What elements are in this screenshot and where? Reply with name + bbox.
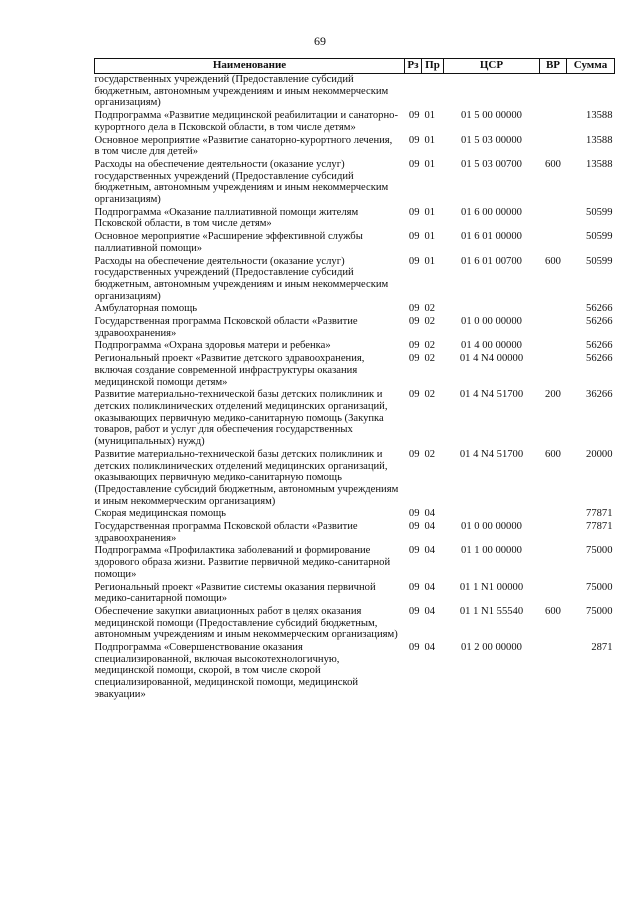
table-row xyxy=(95,449,615,509)
cell-expense-type xyxy=(540,521,567,545)
cell-subsection: 04 xyxy=(424,605,436,617)
cell-section: 09 xyxy=(408,134,420,146)
cell-subsection: 02 xyxy=(424,448,436,460)
header-name: Наименование xyxy=(95,59,405,74)
cell-expense-type: 600 xyxy=(545,255,561,267)
cell-section: 09 xyxy=(408,545,420,557)
cell-target-code: 01 4 00 00000 xyxy=(461,340,522,352)
header-sum: Сумма xyxy=(567,59,615,74)
cell-target-code: 01 1 N1 55540 xyxy=(459,605,524,617)
cell-target-code: 01 6 01 00000 xyxy=(461,231,522,243)
cell-section: 09 xyxy=(408,110,420,122)
table-row xyxy=(95,642,615,702)
cell-name: Скорая медицинская помощь xyxy=(94,508,226,520)
cell-section: 09 xyxy=(408,448,420,460)
cell-name: Обеспечение закупки авиационных работ в целях оказания медицинской помощи (Предоставление субсидий бюджетным, автономным учреждениям и иным некоммерческим организациям) xyxy=(94,605,398,641)
table-row xyxy=(95,582,615,606)
cell-section: 09 xyxy=(408,316,420,328)
table-row xyxy=(95,353,615,389)
cell-section: 09 xyxy=(408,521,420,533)
cell-target-code: 01 5 03 00000 xyxy=(461,134,522,146)
cell-amount: 36266 xyxy=(586,389,613,401)
budget-table xyxy=(94,58,615,702)
cell-section: 09 xyxy=(408,605,420,617)
cell-subsection xyxy=(422,74,444,111)
cell-section: 09 xyxy=(408,353,420,365)
cell-amount: 50599 xyxy=(586,231,613,243)
cell-subsection: 01 xyxy=(424,231,436,243)
cell-expense-type: 600 xyxy=(545,448,561,460)
table-row xyxy=(95,231,615,255)
table-row xyxy=(95,606,615,642)
cell-name: Региональный проект «Развитие системы оказания первичной медико-санитарной помощи» xyxy=(94,581,376,605)
cell-target-code: 01 0 00 00000 xyxy=(461,316,522,328)
cell-amount: 75000 xyxy=(586,545,613,557)
cell-amount: 56266 xyxy=(586,316,613,328)
table-row xyxy=(95,389,615,449)
cell-subsection: 01 xyxy=(424,158,436,170)
cell-name: Подпрограмма «Развитие медицинской реабилитации и санаторно-курортного дела в Псковской области, в том числе детям» xyxy=(94,110,398,133)
cell-section: 09 xyxy=(408,581,420,593)
cell-amount: 56266 xyxy=(586,353,613,365)
header-rz: Рз xyxy=(405,59,422,74)
cell-expense-type xyxy=(540,642,567,702)
cell-subsection: 01 xyxy=(424,206,436,218)
cell-amount: 75000 xyxy=(586,605,613,617)
cell-amount: 13588 xyxy=(586,110,613,122)
cell-name: Расходы на обеспечение деятельности (оказание услуг) государственных учреждений (Предоставление субсидий бюджетным, автономным учреждениям и иным некоммерческим организациям) xyxy=(94,158,389,206)
cell-amount: 56266 xyxy=(586,340,613,352)
cell-section: 09 xyxy=(408,158,420,170)
cell-target-code: 01 1 00 00000 xyxy=(461,545,522,557)
table-row xyxy=(95,316,615,340)
cell-subsection: 01 xyxy=(424,134,436,146)
cell-amount: 13588 xyxy=(586,158,613,170)
cell-expense-type xyxy=(540,110,567,134)
cell-expense-type xyxy=(540,340,567,353)
table-row xyxy=(95,340,615,353)
table-row xyxy=(95,256,615,304)
table-row xyxy=(95,545,615,581)
table-row xyxy=(95,521,615,545)
cell-expense-type xyxy=(540,545,567,581)
cell-amount xyxy=(567,74,615,111)
cell-amount: 50599 xyxy=(586,206,613,218)
table-header-row xyxy=(95,59,615,74)
cell-section: 09 xyxy=(408,642,420,654)
cell-name: Государственная программа Псковской области «Развитие здравоохранения» xyxy=(94,521,358,544)
cell-subsection: 04 xyxy=(424,642,436,654)
table-row xyxy=(95,135,615,159)
cell-section: 09 xyxy=(408,231,420,243)
table-row xyxy=(95,508,615,521)
cell-target-code: 01 1 N1 00000 xyxy=(459,581,524,593)
cell-subsection: 04 xyxy=(424,508,436,520)
cell-section xyxy=(405,74,422,111)
cell-expense-type xyxy=(540,303,567,316)
cell-subsection: 01 xyxy=(424,110,436,122)
cell-target-code: 01 6 00 00000 xyxy=(461,206,522,218)
cell-name: Подпрограмма «Совершенствование оказания специализированной, включая высокотехнологичную, медицинской помощи, скорой, в том числе скорой специализированной, медицинской помощи, медицинской эвакуации» xyxy=(94,642,359,700)
cell-name: Региональный проект «Развитие детского здравоохранения, включая создание современной инфраструктуры оказания медицинской помощи детям» xyxy=(94,353,365,388)
cell-name: Расходы на обеспечение деятельности (оказание услуг) государственных учреждений (Предоставление субсидий бюджетным, автономным учреждениям и иным некоммерческим организациям) xyxy=(94,255,389,302)
table-body xyxy=(95,74,615,702)
cell-target-code xyxy=(444,74,540,111)
cell-name: Подпрограмма «Охрана здоровья матери и ребенка» xyxy=(94,340,331,352)
cell-amount: 2871 xyxy=(591,642,613,654)
table-row xyxy=(95,159,615,207)
header-pr: Пр xyxy=(422,59,444,74)
cell-target-code: 01 4 N4 51700 xyxy=(459,448,524,460)
cell-expense-type: 600 xyxy=(545,158,561,170)
cell-target-code: 01 0 00 00000 xyxy=(461,521,522,533)
cell-expense-type xyxy=(540,353,567,389)
cell-subsection: 02 xyxy=(424,340,436,352)
cell-expense-type xyxy=(540,508,567,521)
cell-expense-type xyxy=(540,231,567,255)
cell-name: Основное мероприятие «Расширение эффективной службы паллиативной помощи» xyxy=(94,231,363,254)
cell-amount: 77871 xyxy=(586,521,613,533)
cell-expense-type xyxy=(540,207,567,231)
cell-expense-type xyxy=(540,135,567,159)
table-row xyxy=(95,74,615,111)
cell-expense-type xyxy=(540,582,567,606)
cell-target-code: 01 6 01 00700 xyxy=(461,255,522,267)
cell-expense-type: 200 xyxy=(545,389,561,401)
cell-subsection: 02 xyxy=(424,316,436,328)
cell-name: Государственная программа Псковской области «Развитие здравоохранения» xyxy=(94,316,358,339)
cell-target-code: 01 2 00 00000 xyxy=(461,642,522,654)
cell-name: Основное мероприятие «Развитие санаторно-курортного лечения, в том числе для детей» xyxy=(94,134,393,158)
cell-section: 09 xyxy=(408,340,420,352)
cell-amount: 75000 xyxy=(586,581,613,593)
cell-subsection: 02 xyxy=(424,353,436,365)
cell-name: государственных учреждений (Предоставление субсидий бюджетным, автономным учреждениям и иным некоммерческим организациям) xyxy=(94,74,389,109)
cell-target-code: 01 4 N4 00000 xyxy=(459,353,524,365)
cell-expense-type: 600 xyxy=(545,605,561,617)
table-row xyxy=(95,207,615,231)
page-number: 69 xyxy=(314,34,326,48)
cell-expense-type xyxy=(540,74,567,111)
cell-subsection: 04 xyxy=(424,545,436,557)
cell-subsection: 02 xyxy=(424,303,436,315)
cell-name: Подпрограмма «Оказание паллиативной помощи жителям Псковской области, в том числе детям» xyxy=(94,206,359,230)
table-row xyxy=(95,303,615,316)
cell-target-code: 01 5 03 00700 xyxy=(461,158,522,170)
cell-subsection: 04 xyxy=(424,581,436,593)
cell-target-code: 01 4 N4 51700 xyxy=(459,389,524,401)
cell-name: Амбулаторная помощь xyxy=(94,303,198,315)
cell-section: 09 xyxy=(408,508,420,520)
cell-amount: 20000 xyxy=(586,448,613,460)
cell-subsection: 01 xyxy=(424,255,436,267)
cell-target-code xyxy=(444,303,540,316)
header-vr: ВР xyxy=(540,59,567,74)
table-row xyxy=(95,110,615,134)
cell-section: 09 xyxy=(408,389,420,401)
cell-expense-type xyxy=(540,316,567,340)
cell-name: Развитие материально-технической базы детских поликлиник и детских поликлинических отделений медицинских организаций, оказывающих первичную медико-санитарную помощь (Предоставление субсидий бюджетным, автономным учреждениям и иным некоммерческим организациям) xyxy=(94,448,399,507)
cell-section: 09 xyxy=(408,206,420,218)
cell-section: 09 xyxy=(408,303,420,315)
cell-target-code xyxy=(444,508,540,521)
cell-amount: 77871 xyxy=(586,508,613,520)
cell-amount: 13588 xyxy=(586,134,613,146)
cell-name: Развитие материально-технической базы детских поликлиник и детских поликлинических отделений медицинских организаций, оказывающих первичную медико-санитарную помощь (Закупка товаров, работ и услуг для обеспечения государственных (муниципальных) нужд) xyxy=(94,389,388,448)
cell-subsection: 02 xyxy=(424,389,436,401)
cell-amount: 50599 xyxy=(586,255,613,267)
cell-target-code: 01 5 00 00000 xyxy=(461,110,522,122)
cell-amount: 56266 xyxy=(586,303,613,315)
header-csr: ЦСР xyxy=(444,59,540,74)
cell-subsection: 04 xyxy=(424,521,436,533)
cell-name: Подпрограмма «Профилактика заболеваний и формирование здорового образа жизни. Развитие первичной медико-санитарной помощи» xyxy=(94,545,391,580)
cell-section: 09 xyxy=(408,255,420,267)
